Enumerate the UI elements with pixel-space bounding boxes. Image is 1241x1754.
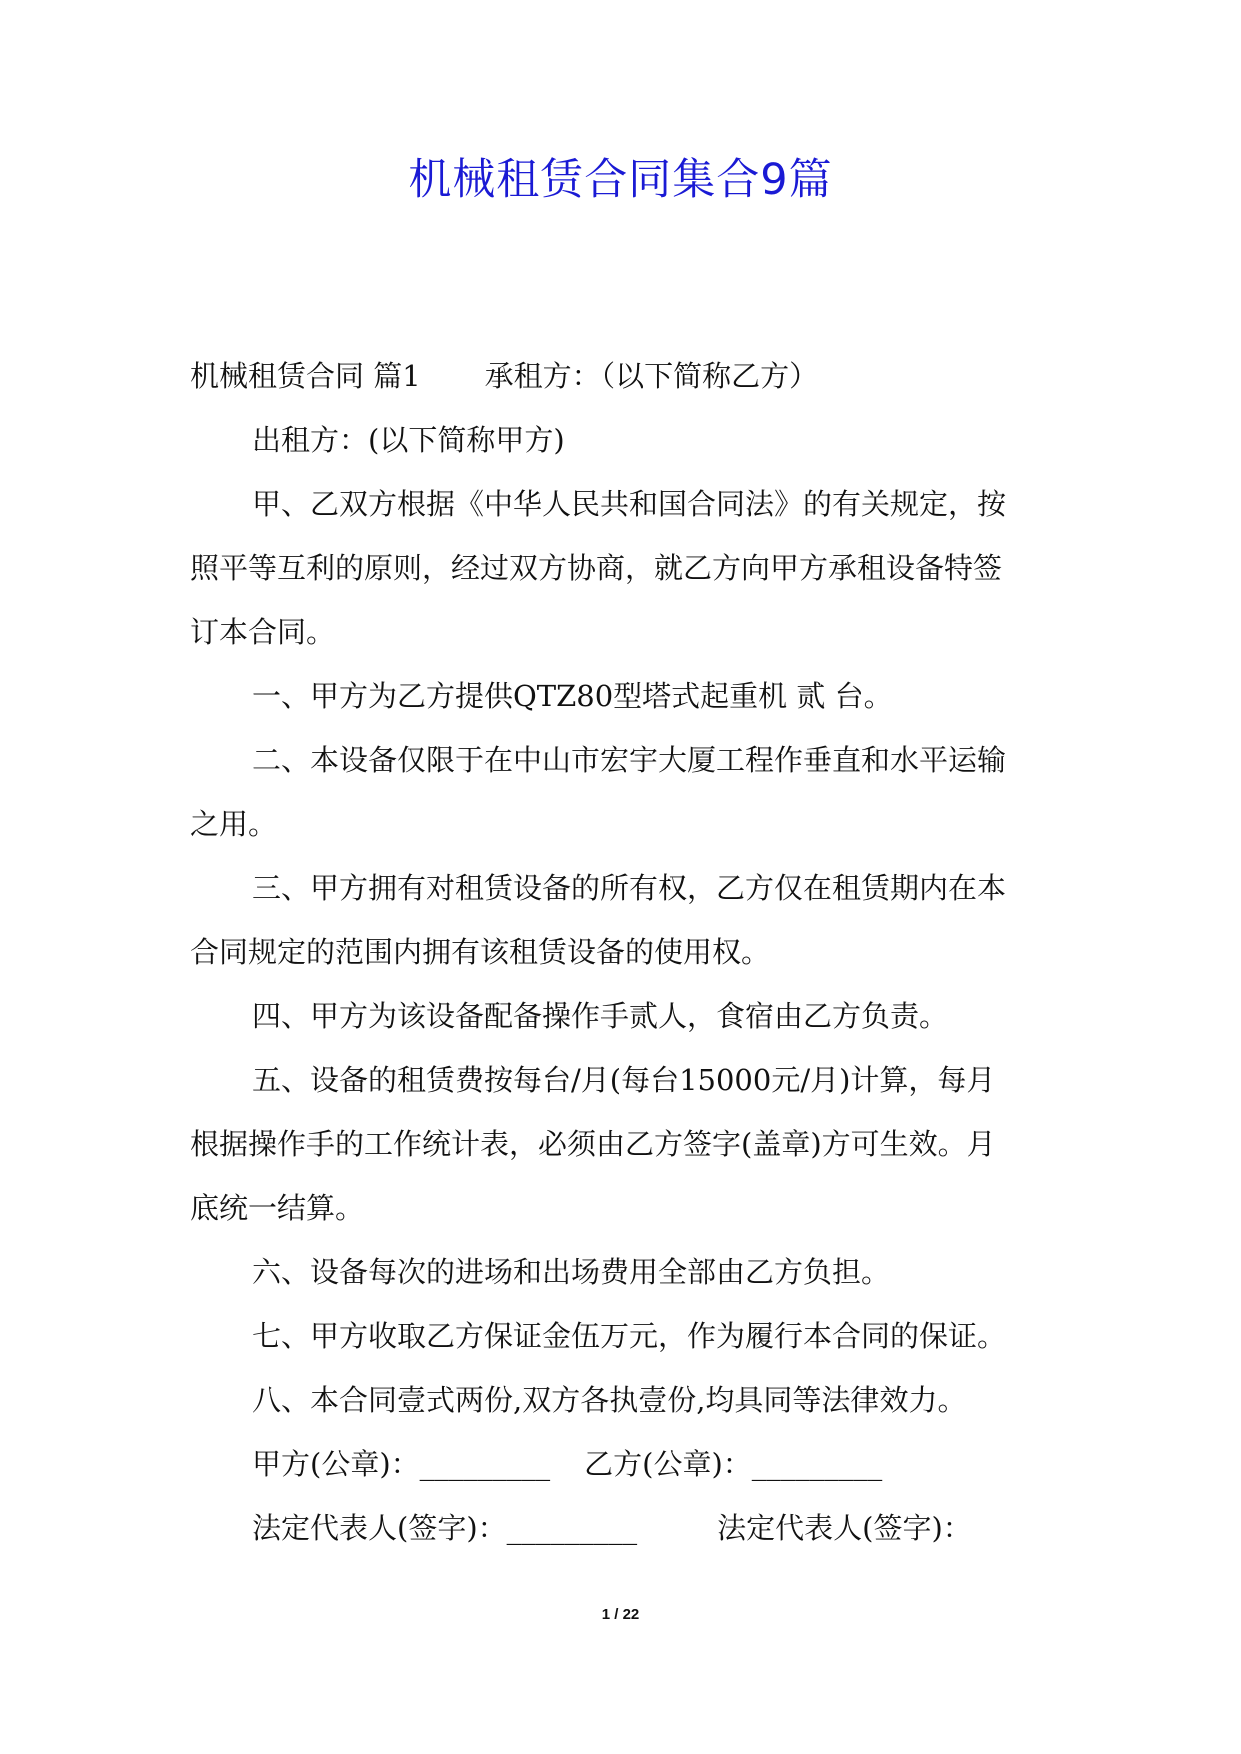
clause-2-continued: 之用。 — [190, 807, 278, 841]
clause-3: 三、甲方拥有对租赁设备的所有权，乙方仅在租赁期内在本 — [252, 871, 1007, 905]
section-heading: 机械租赁合同 篇1 — [190, 359, 421, 393]
clause-5: 五、设备的租赁费按每台/月(每台15000元/月)计算，每月 — [252, 1063, 996, 1097]
paragraph-line: 照平等互利的原则，经过双方协商，就乙方向甲方承租设备特签 — [190, 551, 1003, 585]
seal-line — [252, 1444, 882, 1484]
clause-3-continued: 合同规定的范围内拥有该租赁设备的使用权。 — [190, 935, 771, 969]
section-heading-line — [190, 356, 818, 396]
party-b-seal: 乙方(公章)：_________ — [584, 1447, 883, 1481]
clause-5-continued: 底统一结算。 — [190, 1191, 365, 1225]
representative-line — [252, 1508, 972, 1548]
party-b-representative: 法定代表人(签字)： — [717, 1511, 972, 1545]
document-title: 机械租赁合同集合9篇 — [408, 155, 833, 205]
clause-6: 六、设备每次的进场和出场费用全部由乙方负担。 — [252, 1255, 891, 1289]
paragraph-line: 订本合同。 — [190, 615, 336, 649]
clause-8: 八、本合同壹式两份,双方各执壹份,均具同等法律效力。 — [252, 1383, 967, 1417]
page-number: 1 / 22 — [601, 1606, 640, 1623]
clause-5-continued: 根据操作手的工作统计表，必须由乙方签字(盖章)方可生效。月 — [190, 1127, 996, 1161]
paragraph-line: 甲、乙双方根据《中华人民共和国合同法》的有关规定，按 — [252, 487, 1007, 521]
clause-1: 一、甲方为乙方提供QTZ80型塔式起重机 贰 台。 — [252, 679, 893, 713]
party-a-representative: 法定代表人(签字)：_________ — [252, 1511, 638, 1545]
clause-7: 七、甲方收取乙方保证金伍万元，作为履行本合同的保证。 — [252, 1319, 1007, 1353]
lessor-line: 出租方：(以下简称甲方) — [252, 423, 565, 457]
clause-4: 四、甲方为该设备配备操作手贰人，食宿由乙方负责。 — [252, 999, 949, 1033]
party-a-seal: 甲方(公章)：_________ — [252, 1447, 551, 1481]
lessee-label: 承租方：（以下简称乙方） — [484, 359, 819, 393]
clause-2: 二、本设备仅限于在中山市宏宇大厦工程作垂直和水平运输 — [252, 743, 1007, 777]
